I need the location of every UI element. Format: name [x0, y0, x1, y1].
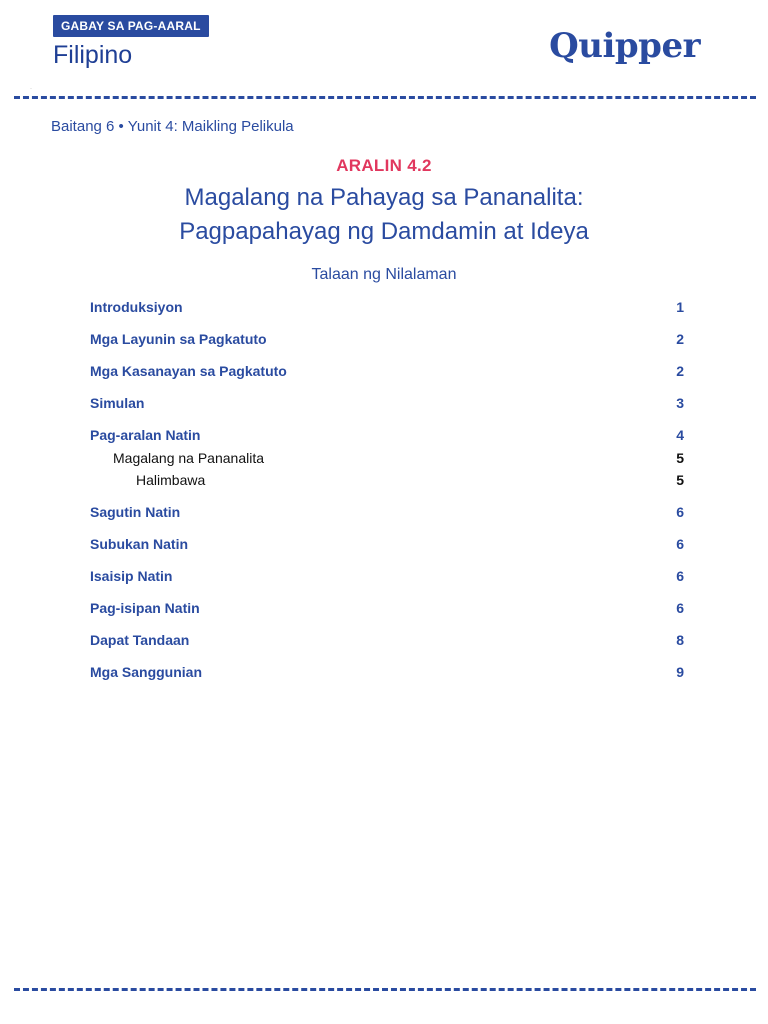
toc-item-title: Pag-aralan Natin: [90, 427, 201, 443]
toc-item-title: Mga Layunin sa Pagkatuto: [90, 331, 267, 347]
toc-item-title: Simulan: [90, 395, 145, 411]
toc-item-page: 1: [676, 299, 684, 315]
toc-item-title: Sagutin Natin: [90, 504, 181, 520]
lesson-title-line-2: Pagpapahayag ng Damdamin at Ideya: [179, 218, 589, 245]
toc-item-page: 6: [676, 504, 684, 520]
toc-item-page: 5: [676, 472, 684, 488]
lesson-label: ARALIN 4.2: [336, 156, 432, 175]
toc-item-title: Halimbawa: [136, 472, 206, 488]
subject-title: Filipino: [53, 41, 133, 69]
toc-item-page: 4: [676, 427, 684, 443]
stray-mark: ·: [30, 86, 32, 92]
quipper-logo: Quipper: [549, 26, 700, 66]
toc-item-page: 6: [676, 536, 684, 552]
toc-item-title: Isaisip Natin: [90, 568, 173, 584]
lesson-title-line-1: Magalang na Pahayag sa Pananalita:: [184, 184, 584, 211]
toc-item-title: Mga Kasanayan sa Pagkatuto: [90, 363, 287, 379]
toc-heading: Talaan ng Nilalaman: [311, 266, 457, 283]
toc-item-title: Introduksiyon: [90, 299, 183, 315]
toc-item-title: Mga Sanggunian: [90, 664, 202, 680]
toc-item-page: 2: [676, 363, 684, 379]
toc-item-title: Magalang na Pananalita: [113, 450, 265, 466]
toc-item-title: Dapat Tandaan: [90, 632, 190, 648]
toc-item-title: Pag-isipan Natin: [90, 600, 200, 616]
toc-item-page: 9: [676, 664, 684, 680]
toc-item-page: 2: [676, 331, 684, 347]
toc-item-page: 3: [676, 395, 684, 411]
breadcrumb: Baitang 6 • Yunit 4: Maikling Pelikula: [51, 118, 294, 135]
toc-item-title: Subukan Natin: [90, 536, 189, 552]
study-guide-badge: GABAY SA PAG-AARAL: [53, 15, 209, 37]
toc-item-page: 6: [676, 568, 684, 584]
toc-item-page: 5: [676, 450, 684, 466]
toc-item-page: 8: [676, 632, 684, 648]
bottom-divider: [14, 988, 756, 991]
toc-item-page: 6: [676, 600, 684, 616]
